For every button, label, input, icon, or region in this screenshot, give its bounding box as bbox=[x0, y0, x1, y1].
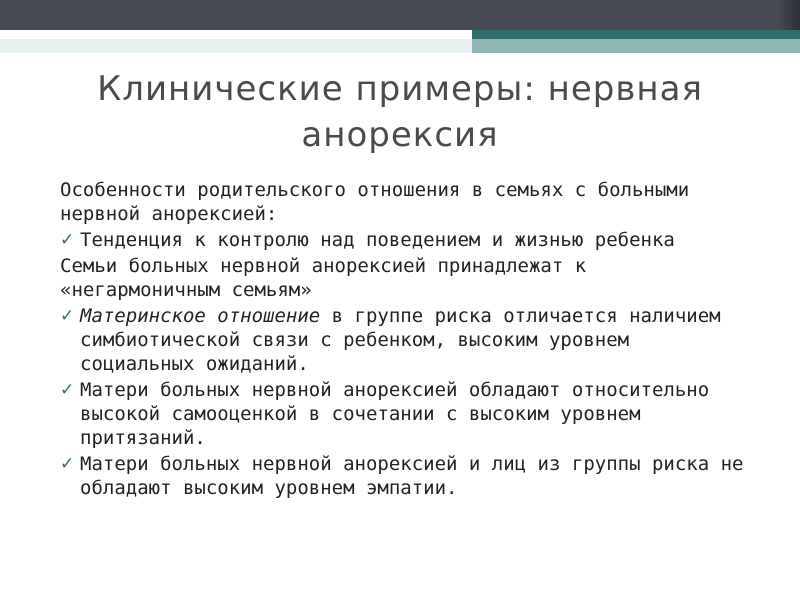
header-band-dark bbox=[0, 0, 800, 30]
header-band-line-right bbox=[472, 30, 800, 39]
header-band-line-left bbox=[0, 30, 472, 39]
checkmark-icon: ✓ bbox=[60, 230, 75, 250]
checkmark-icon: ✓ bbox=[60, 380, 75, 400]
list-item bbox=[60, 228, 750, 252]
list-item bbox=[60, 452, 750, 500]
slide-body bbox=[60, 178, 750, 502]
list-item-text: Семьи больных нервной анорексией принадлежат к «негармоничным семьям» bbox=[60, 255, 587, 301]
list-item bbox=[60, 254, 750, 302]
intro-text: Особенности родительского отношения в семьях с больными нервной анорексией: bbox=[60, 179, 690, 225]
list-item bbox=[60, 304, 750, 376]
bullet-list bbox=[60, 228, 750, 500]
slide-title: Клинические примеры: нервная анорексия bbox=[97, 69, 703, 155]
header-corner-shadow bbox=[776, 0, 800, 30]
list-item-text: Тенденция к контролю над поведением и жизнью ребенка bbox=[80, 229, 675, 251]
list-item bbox=[60, 378, 750, 450]
list-item-text: в группе риска отличается наличием симбиотической связи с ребенком, высоким уровнем социальных ожиданий. bbox=[80, 305, 721, 375]
checkmark-icon: ✓ bbox=[60, 306, 75, 326]
header-band-light-right bbox=[472, 39, 800, 53]
list-item-emphasis: Материнское отношение bbox=[80, 305, 321, 327]
list-item-text: Матери больных нервной анорексией и лиц из группы риска не обладают высоким уровнем эмпатии. bbox=[80, 453, 744, 499]
checkmark-icon: ✓ bbox=[60, 454, 75, 474]
list-item-text: Матери больных нервной анорексией обладают относительно высокой самооценкой в сочетании с высоким уровнем притязаний. bbox=[80, 379, 710, 449]
